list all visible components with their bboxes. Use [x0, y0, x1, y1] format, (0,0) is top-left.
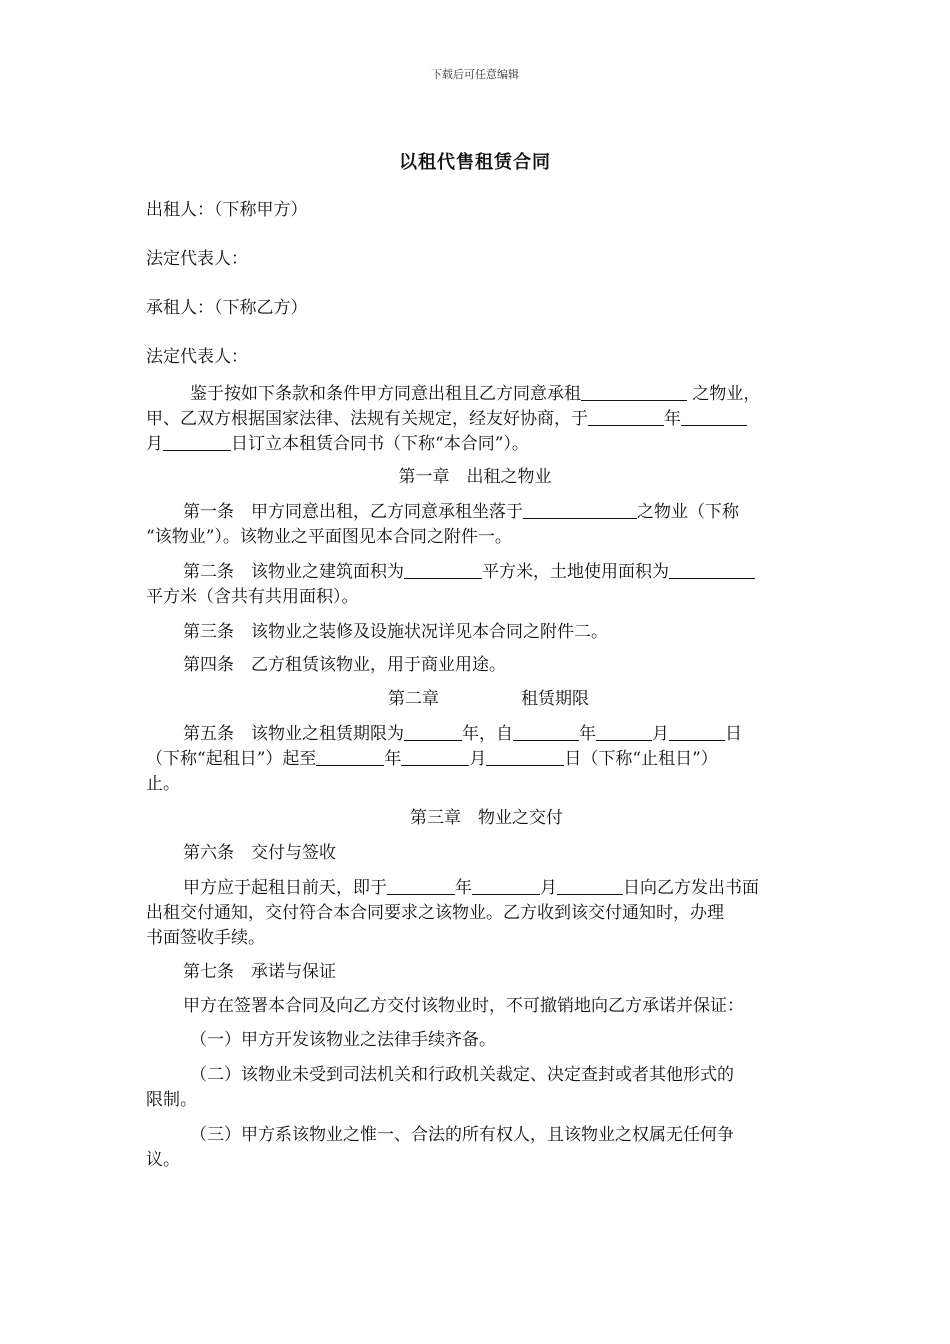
article-text: 平方米，土地使用面积为 [482, 562, 669, 582]
article-3: 第三条 该物业之装修及设施状况详见本合同之附件二。 [183, 622, 608, 642]
fill-blank [401, 747, 469, 766]
article-2-line-2: 平方米（含共有共用面积）。 [146, 587, 359, 607]
article-text: 第二条 该物业之建筑面积为 [183, 562, 404, 582]
lessee-rep-line: 法定代表人： [146, 347, 248, 367]
warranty-intro: 甲方在签署本合同及向乙方交付该物业时，不可撤销地向乙方承诺并保证： [183, 996, 744, 1016]
fill-blank [588, 407, 664, 426]
page-header: 下载后可任意编辑 [431, 68, 519, 81]
article-5-line-2 [146, 747, 814, 771]
preamble-text: 月 [146, 434, 163, 454]
para-text: 年 [455, 878, 472, 898]
article-4: 第四条 乙方租赁该物业，用于商业用途。 [183, 655, 506, 675]
fill-blank [486, 747, 564, 766]
warranty-item-1: （一）甲方开发该物业之法律手续齐备。 [190, 1030, 496, 1050]
article-5-line-3: 止。 [146, 774, 180, 794]
preamble-text: 之物业， [687, 384, 761, 404]
fill-blank [523, 500, 637, 519]
fill-blank [387, 876, 455, 895]
article-text: 第五条 该物业之租赁期限为 [183, 724, 404, 744]
preamble-text: 甲、乙双方根据国家法律、法规有关规定，经友好协商，于 [146, 409, 588, 429]
article-text: 第一条 甲方同意出租，乙方同意承租坐落于 [183, 502, 523, 522]
preamble-line-3 [146, 432, 814, 456]
preamble-line-1 [190, 382, 814, 406]
para-text: 甲方应于起租日前天，即于 [183, 878, 387, 898]
warranty-item-2-line-1: （二）该物业未受到司法机关和行政机关裁定、决定查封或者其他形式的 [190, 1065, 734, 1085]
preamble-text: 鉴于按如下条款和条件甲方同意出租且乙方同意承租 [190, 384, 581, 404]
chapter-name: 租赁期限 [521, 689, 589, 709]
article-7: 第七条 承诺与保证 [183, 962, 336, 982]
preamble-text: 年 [664, 409, 681, 429]
preamble-line-2 [146, 407, 814, 431]
article-5-line-1 [183, 722, 814, 746]
delivery-para-line-3: 书面签收手续。 [146, 928, 265, 948]
warranty-item-3-line-1: （三）甲方系该物业之惟一、合法的所有权人，且该物业之权属无任何争 [190, 1125, 734, 1145]
lessor-rep-line: 法定代表人： [146, 249, 248, 269]
article-text: 月 [652, 724, 669, 744]
fill-blank [404, 722, 462, 741]
fill-blank [596, 722, 652, 741]
fill-blank [472, 876, 540, 895]
chapter-1-heading: 第一章 出租之物业 [398, 467, 552, 487]
chapter-3-heading: 第三章 物业之交付 [410, 808, 563, 828]
article-text: 年 [384, 749, 402, 769]
article-text: 月 [469, 749, 487, 769]
article-text: 日 [725, 724, 742, 744]
delivery-para-line-1 [183, 876, 814, 900]
article-text: 年 [579, 724, 596, 744]
fill-blank [669, 560, 755, 579]
preamble-text: 日订立本租赁合同书（下称“本合同”）。 [231, 434, 529, 454]
delivery-para-line-2: 出租交付通知，交付符合本合同要求之该物业。乙方收到该交付通知时，办理 [146, 903, 724, 923]
warranty-item-3-line-2: 议。 [146, 1150, 180, 1170]
fill-blank [316, 747, 384, 766]
fill-blank [513, 722, 579, 741]
article-text: 年，自 [462, 724, 513, 744]
article-text: 之物业（下称 [637, 502, 739, 522]
para-text: 月 [540, 878, 557, 898]
fill-blank [557, 876, 623, 895]
article-text: 日（下称“止租日”） [564, 749, 718, 769]
chapter-number: 第二章 [388, 689, 439, 709]
fill-blank [404, 560, 482, 579]
warranty-item-2-line-2: 限制。 [146, 1090, 197, 1110]
article-2-line-1 [183, 560, 814, 584]
para-text: 日向乙方发出书面 [623, 878, 759, 898]
article-6: 第六条 交付与签收 [183, 843, 336, 863]
lessor-line: 出租人：（下称甲方） [146, 200, 308, 220]
fill-blank [681, 407, 747, 426]
article-1-line-2: “该物业”）。该物业之平面图见本合同之附件一。 [146, 527, 512, 547]
fill-blank [669, 722, 725, 741]
fill-blank [163, 432, 231, 451]
article-text: （下称“起租日”）起至 [146, 749, 317, 769]
article-1-line-1 [183, 500, 814, 524]
lessee-line: 承租人：（下称乙方） [146, 298, 308, 318]
fill-blank [581, 382, 687, 401]
chapter-2-heading [388, 687, 688, 711]
document-title: 以租代售租赁合同 [399, 152, 551, 173]
